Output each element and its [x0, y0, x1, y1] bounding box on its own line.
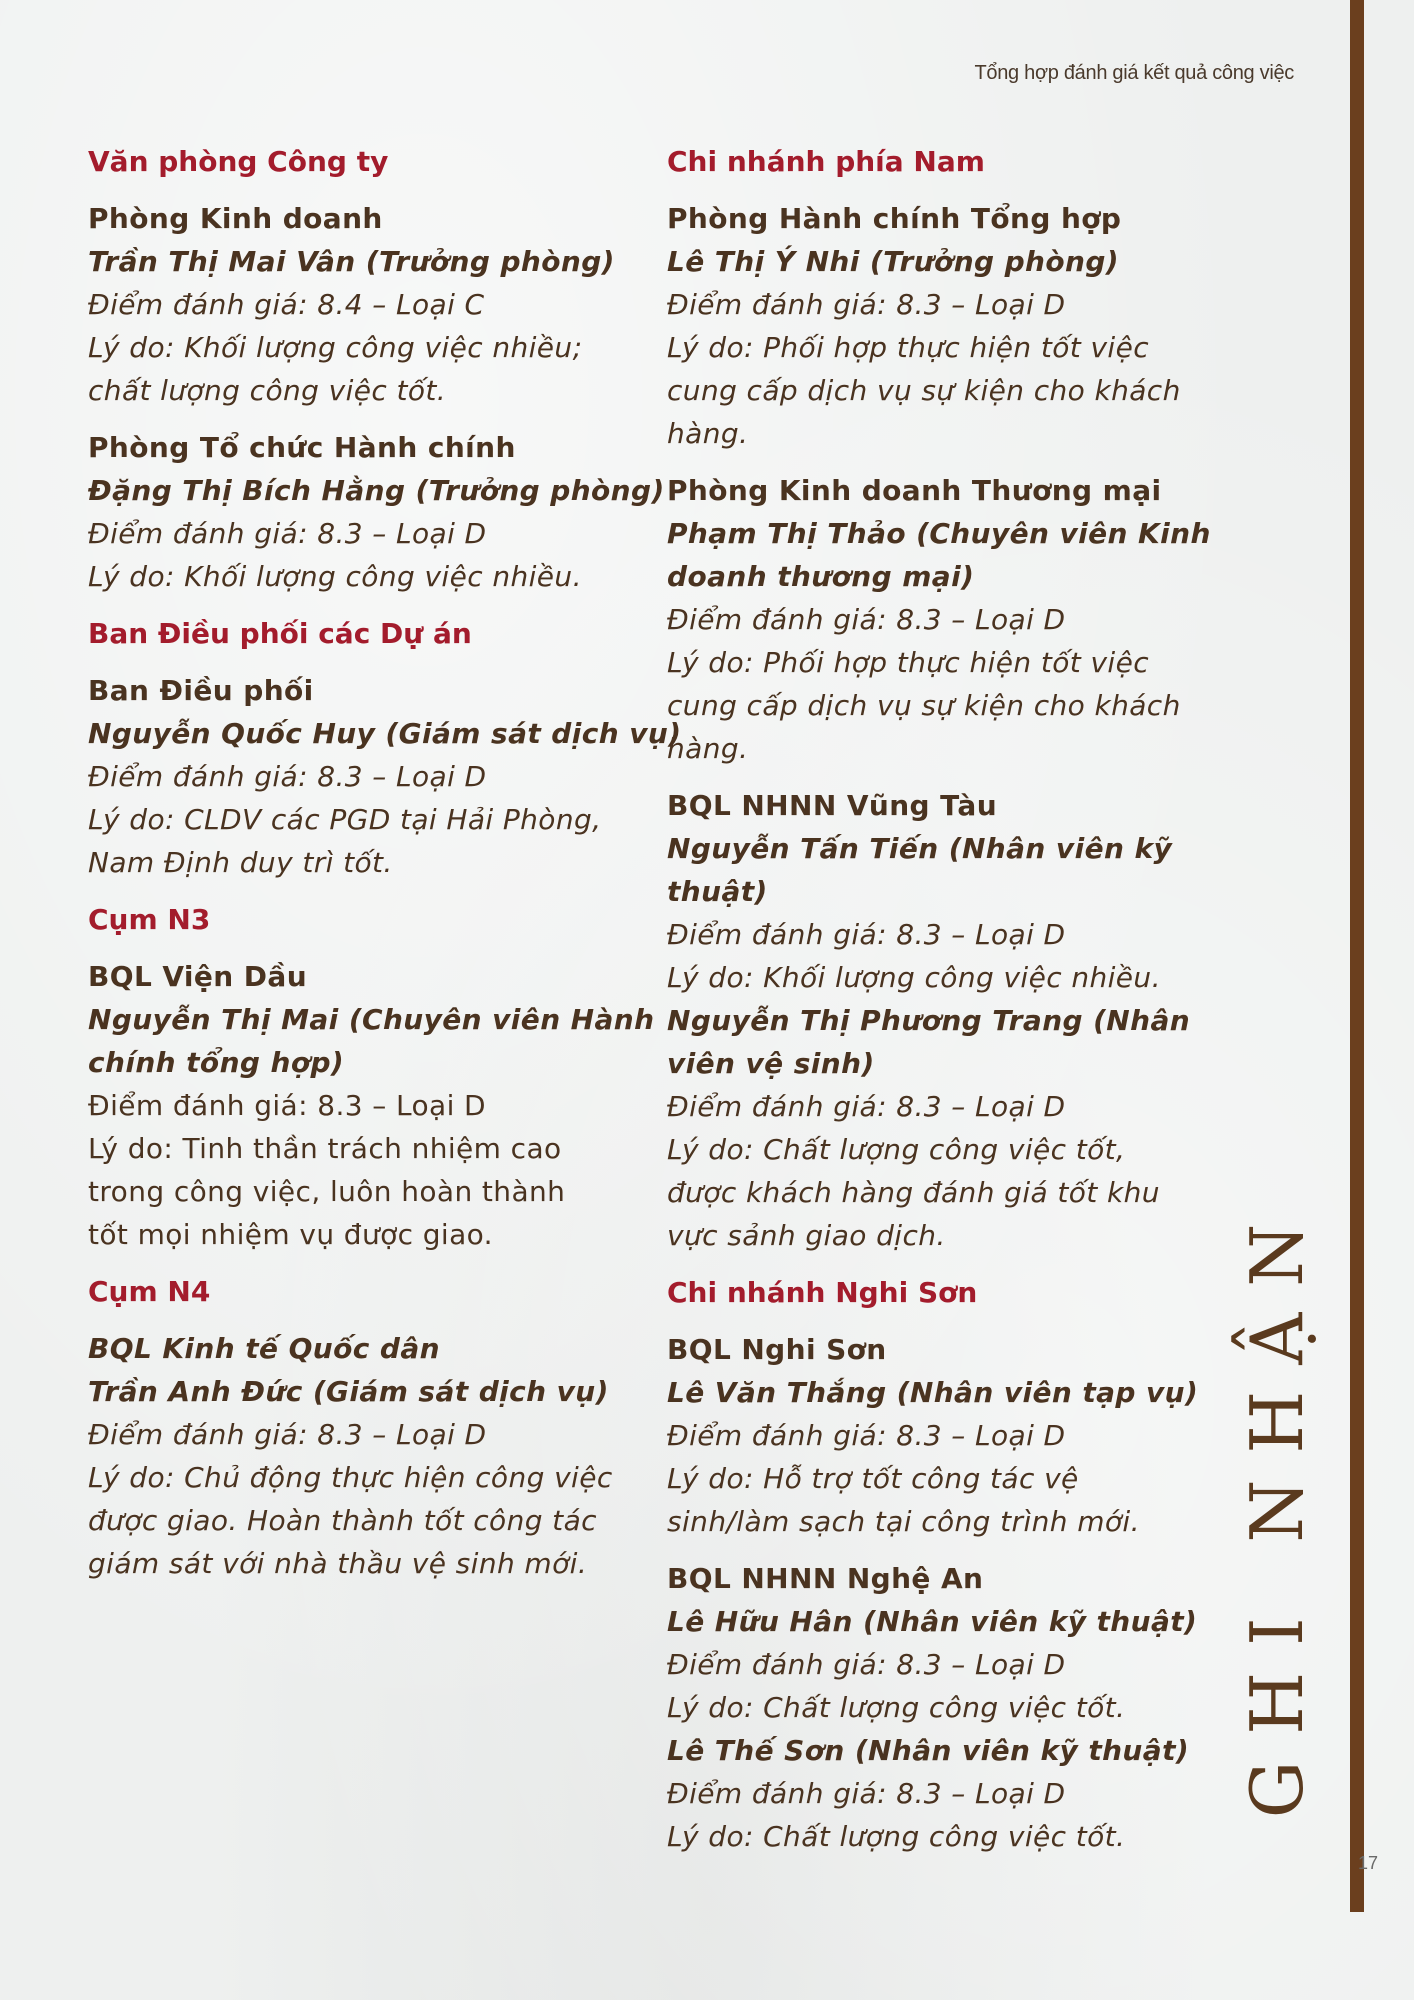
reason-line: Lý do: Phối hợp thực hiện tốt việc [667, 646, 1150, 679]
section-heading: Chi nhánh Nghi Sơn [667, 1276, 978, 1309]
reason-line: được khách hàng đánh giá tốt khu [667, 1176, 1160, 1209]
score-line: Điểm đánh giá: 8.3 – Loại D [667, 1777, 1066, 1810]
person-name: Phạm Thị Thảo (Chuyên viên Kinh [667, 517, 1211, 550]
reason-line: Lý do: Chất lượng công việc tốt, [667, 1133, 1126, 1166]
score-line: Điểm đánh giá: 8.3 – Loại D [667, 1090, 1066, 1123]
person-name: Lê Văn Thắng (Nhân viên tạp vụ) [667, 1376, 1199, 1409]
person-name: viên vệ sinh) [667, 1047, 875, 1080]
reason-line: hàng. [667, 732, 749, 765]
person-name: Nguyễn Thị Mai (Chuyên viên Hành [88, 1003, 655, 1036]
unit-name: BQL Kinh tế Quốc dân [88, 1332, 440, 1365]
side-accent-bar [1350, 0, 1364, 1912]
section-heading: Cụm N4 [88, 1275, 211, 1308]
score-line: Điểm đánh giá: 8.3 – Loại D [88, 760, 487, 793]
unit-name: Phòng Kinh doanh [88, 202, 383, 235]
person-name: doanh thương mại) [667, 560, 975, 593]
evaluation-entry [88, 1327, 648, 1585]
unit-name: Ban Điều phối [88, 674, 314, 707]
evaluation-entry [88, 197, 648, 412]
unit-name: BQL NHNN Vũng Tàu [667, 789, 998, 822]
reason-line: Lý do: Khối lượng công việc nhiều. [88, 560, 582, 593]
unit-name: Phòng Kinh doanh Thương mại [667, 474, 1162, 507]
unit-name: BQL NHNN Nghệ An [667, 1562, 984, 1595]
reason-line: Nam Định duy trì tốt. [88, 846, 393, 879]
left-column [88, 140, 682, 1599]
reason-line: tốt mọi nhiệm vụ được giao. [88, 1218, 493, 1251]
section-heading: Cụm N3 [88, 903, 211, 936]
score-line: Điểm đánh giá: 8.3 – Loại D [667, 603, 1066, 636]
reason-line: được giao. Hoàn thành tốt công tác [88, 1504, 597, 1537]
section-heading: Chi nhánh phía Nam [667, 145, 985, 178]
side-title [1232, 1197, 1322, 1819]
right-column [667, 140, 1227, 1872]
reason-line: giám sát với nhà thầu vệ sinh mới. [88, 1547, 588, 1580]
person-name: Nguyễn Quốc Huy (Giám sát dịch vụ) [88, 717, 682, 750]
person-name: chính tổng hợp) [88, 1046, 345, 1079]
unit-name: BQL Viện Dầu [88, 960, 308, 993]
person-name: Trần Anh Đức (Giám sát dịch vụ) [88, 1375, 609, 1408]
score-line: Điểm đánh giá: 8.3 – Loại D [88, 1418, 487, 1451]
evaluation-entry [667, 784, 1227, 1257]
evaluation-entry [88, 426, 665, 598]
reason-line: cung cấp dịch vụ sự kiện cho khách [667, 689, 1181, 722]
person-name: Trần Thị Mai Vân (Trưởng phòng) [88, 245, 615, 278]
unit-name: Phòng Tổ chức Hành chính [88, 431, 516, 464]
evaluation-entry [88, 955, 655, 1256]
score-line: Điểm đánh giá: 8.3 – Loại D [88, 1089, 487, 1122]
score-line: Điểm đánh giá: 8.4 – Loại C [88, 288, 485, 321]
reason-line: Lý do: CLDV các PGD tại Hải Phòng, [88, 803, 602, 836]
reason-line: trong công việc, luôn hoàn thành [88, 1175, 566, 1208]
page-header-title: Tổng hợp đánh giá kết quả công việc [974, 62, 1294, 84]
evaluation-entry [667, 197, 1227, 455]
reason-line: hàng. [667, 417, 749, 450]
unit-name: Phòng Hành chính Tổng hợp [667, 202, 1122, 235]
side-title-text: GHI NHẬN [1235, 1197, 1320, 1819]
reason-line: cung cấp dịch vụ sự kiện cho khách [667, 374, 1181, 407]
reason-line: Lý do: Chất lượng công việc tốt. [667, 1691, 1126, 1724]
evaluation-entry [667, 469, 1227, 770]
score-line: Điểm đánh giá: 8.3 – Loại D [667, 1648, 1066, 1681]
reason-line: Lý do: Khối lượng công việc nhiều; [88, 331, 583, 364]
unit-name: BQL Nghi Sơn [667, 1333, 887, 1366]
score-line: Điểm đánh giá: 8.3 – Loại D [667, 1419, 1066, 1452]
reason-line: vực sảnh giao dịch. [667, 1219, 946, 1252]
reason-line: Lý do: Khối lượng công việc nhiều. [667, 961, 1161, 994]
person-name: Đặng Thị Bích Hằng (Trưởng phòng) [88, 474, 665, 507]
reason-line: Lý do: Hỗ trợ tốt công tác vệ [667, 1462, 1079, 1495]
reason-line: Lý do: Phối hợp thực hiện tốt việc [667, 331, 1150, 364]
person-name: Lê Hữu Hân (Nhân viên kỹ thuật) [667, 1605, 1198, 1638]
score-line: Điểm đánh giá: 8.3 – Loại D [667, 288, 1066, 321]
person-name: Nguyễn Thị Phương Trang (Nhân [667, 1004, 1191, 1037]
evaluation-entry [88, 669, 682, 884]
section-heading: Văn phòng Công ty [88, 145, 389, 178]
reason-line: Lý do: Tinh thần trách nhiệm cao [88, 1132, 562, 1165]
reason-line: chất lượng công việc tốt. [88, 374, 447, 407]
person-name: Lê Thị Ý Nhi (Trưởng phòng) [667, 245, 1120, 278]
page-number: 17 [1358, 1853, 1379, 1873]
section-heading: Ban Điều phối các Dự án [88, 617, 472, 650]
evaluation-entry [667, 1328, 1227, 1543]
person-name: Lê Thế Sơn (Nhân viên kỹ thuật) [667, 1734, 1190, 1767]
person-name: Nguyễn Tấn Tiến (Nhân viên kỹ [667, 832, 1173, 865]
reason-line: Lý do: Chủ động thực hiện công việc [88, 1461, 613, 1494]
score-line: Điểm đánh giá: 8.3 – Loại D [88, 517, 487, 550]
person-name: thuật) [667, 875, 768, 908]
evaluation-entry [667, 1557, 1227, 1858]
score-line: Điểm đánh giá: 8.3 – Loại D [667, 918, 1066, 951]
reason-line: Lý do: Chất lượng công việc tốt. [667, 1820, 1126, 1853]
reason-line: sinh/làm sạch tại công trình mới. [667, 1505, 1140, 1538]
